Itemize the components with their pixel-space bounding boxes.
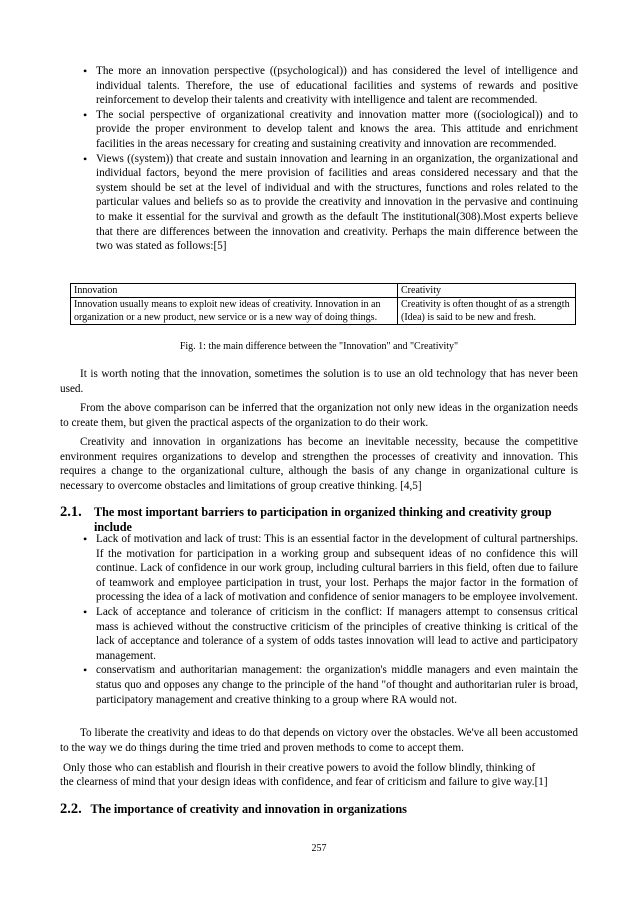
table-header-row — [71, 284, 576, 298]
paragraph: It is worth noting that the innovation, sometimes the solution is to use an old technology that has never been used. — [60, 368, 578, 395]
table-header-creativity: Creativity — [398, 284, 576, 298]
paragraph: From the above comparison can be inferred that the organization not only new ideas in the organization needs to create them, but given the practical aspects of the organization to do their work. — [60, 402, 578, 429]
table-cell-innovation: Innovation usually means to exploit new ideas of creativity. Innovation in an organization or a new product, new service or is a new way of doing things. — [71, 298, 398, 325]
paragraph: Creativity and innovation in organizations has become an inevitable necessity, because the competitive environment requires organizations to develop and strengthen the processes of creativity and innovation. This requires a change to the organizational culture, although the basis of any change in organizational culture is necessary to overcome obstacles and limitations of group creative thinking. [4,5] — [60, 436, 578, 492]
paragraph-line: the clearness of mind that your design ideas with confidence, and fear of criticism and failure to give way.[1] — [60, 776, 548, 788]
figure-caption: Fig. 1: the main difference between the "Innovation" and "Creativity" — [179, 341, 459, 352]
comparison-table — [70, 283, 576, 325]
table-header-innovation: Innovation — [71, 284, 398, 298]
section-title: The most important barriers to participation in organized thinking and creativity group include — [94, 505, 552, 534]
bullet-item: • Lack of acceptance and tolerance of criticism in the conflict: If managers attempt to consensus critical mass is achieved without the constructive criticism of the principles of creative thinking is critical of the lack of acceptance and tolerance of a system of odds tastes innovation will lead to active and participatory management. — [96, 605, 578, 663]
table-row — [71, 298, 576, 325]
bullet-item: • Lack of motivation and lack of trust: This is an essential factor in the development of cultural partnerships. If the motivation for participation in a working group and subsequent ideas of no confidence this will continue. Lack of confidence in our work group, including cultural barriers in this field, often due to failure of teamwork and employee participation in trust, your lost. Perhaps the major factor in the formation of processing the idea of a lack of motivation and confidence of senior managers to be employee involvement. — [96, 532, 578, 605]
barriers-bullet-list — [96, 532, 578, 707]
paragraph-line: Only those who can establish and flourish in their creative powers to avoid the follow blindly, thinking of — [63, 762, 536, 774]
table-cell-creativity — [398, 298, 576, 325]
page-number: 257 — [311, 843, 327, 854]
perspectives-bullet-list — [96, 64, 578, 254]
creativity-line: Creativity is often thought of as a strength — [401, 299, 570, 310]
section-heading-2-2 — [60, 802, 578, 818]
bullet-item: • Views ((system)) that create and sustain innovation and learning in an organization, the organizational and individual factors, beyond the mere provision of facilities and areas considered necessary and that the system should be set at the level of individual and with the structures, functions and roles related to the particular values and beliefs so as to provide the creativity and innovation in the pervasive and continuing to make it essential for the survival and growth as the default The institutional(308).Most experts believe that there are differences between the innovation and creativity. Perhaps the main difference between the two was stated as follows:[5] — [96, 152, 578, 254]
section-heading-2-1 — [60, 505, 590, 534]
creativity-line: (Idea) is said to be new and fresh. — [401, 312, 536, 323]
section-title: The importance of creativity and innovation in organizations — [90, 802, 407, 816]
paragraph: To liberate the creativity and ideas to do that depends on victory over the obstacles. We've all been accustomed to the way we do things during the time tried and proven methods to come to accept them. — [60, 727, 578, 754]
bullet-item: • The more an innovation perspective ((psychological)) and has considered the level of intelligence and individual talents. Therefore, the use of educational facilities and systems of rewards and positive reinforcement to develop their talents and creativity with intelligence and talent are recommended. — [96, 64, 578, 108]
bullet-item: • The social perspective of organizational creativity and innovation matter more ((sociological)) and to provide the proper environment to develop talent and knows the area. This attitude and enrichment facilities in the areas necessary for creating and sustaining creativity and innovation are recommended. — [96, 108, 578, 152]
section-number: 2.1. — [60, 504, 82, 520]
bullet-item: • conservatism and authoritarian management: the organization's middle managers and even maintain the status quo and opposes any change to the principle of the hand "of thought and authoritarian ruler is broad, participatory management and creative thinking to a group where RA would not. — [96, 663, 578, 707]
section-number: 2.2. — [60, 801, 82, 817]
